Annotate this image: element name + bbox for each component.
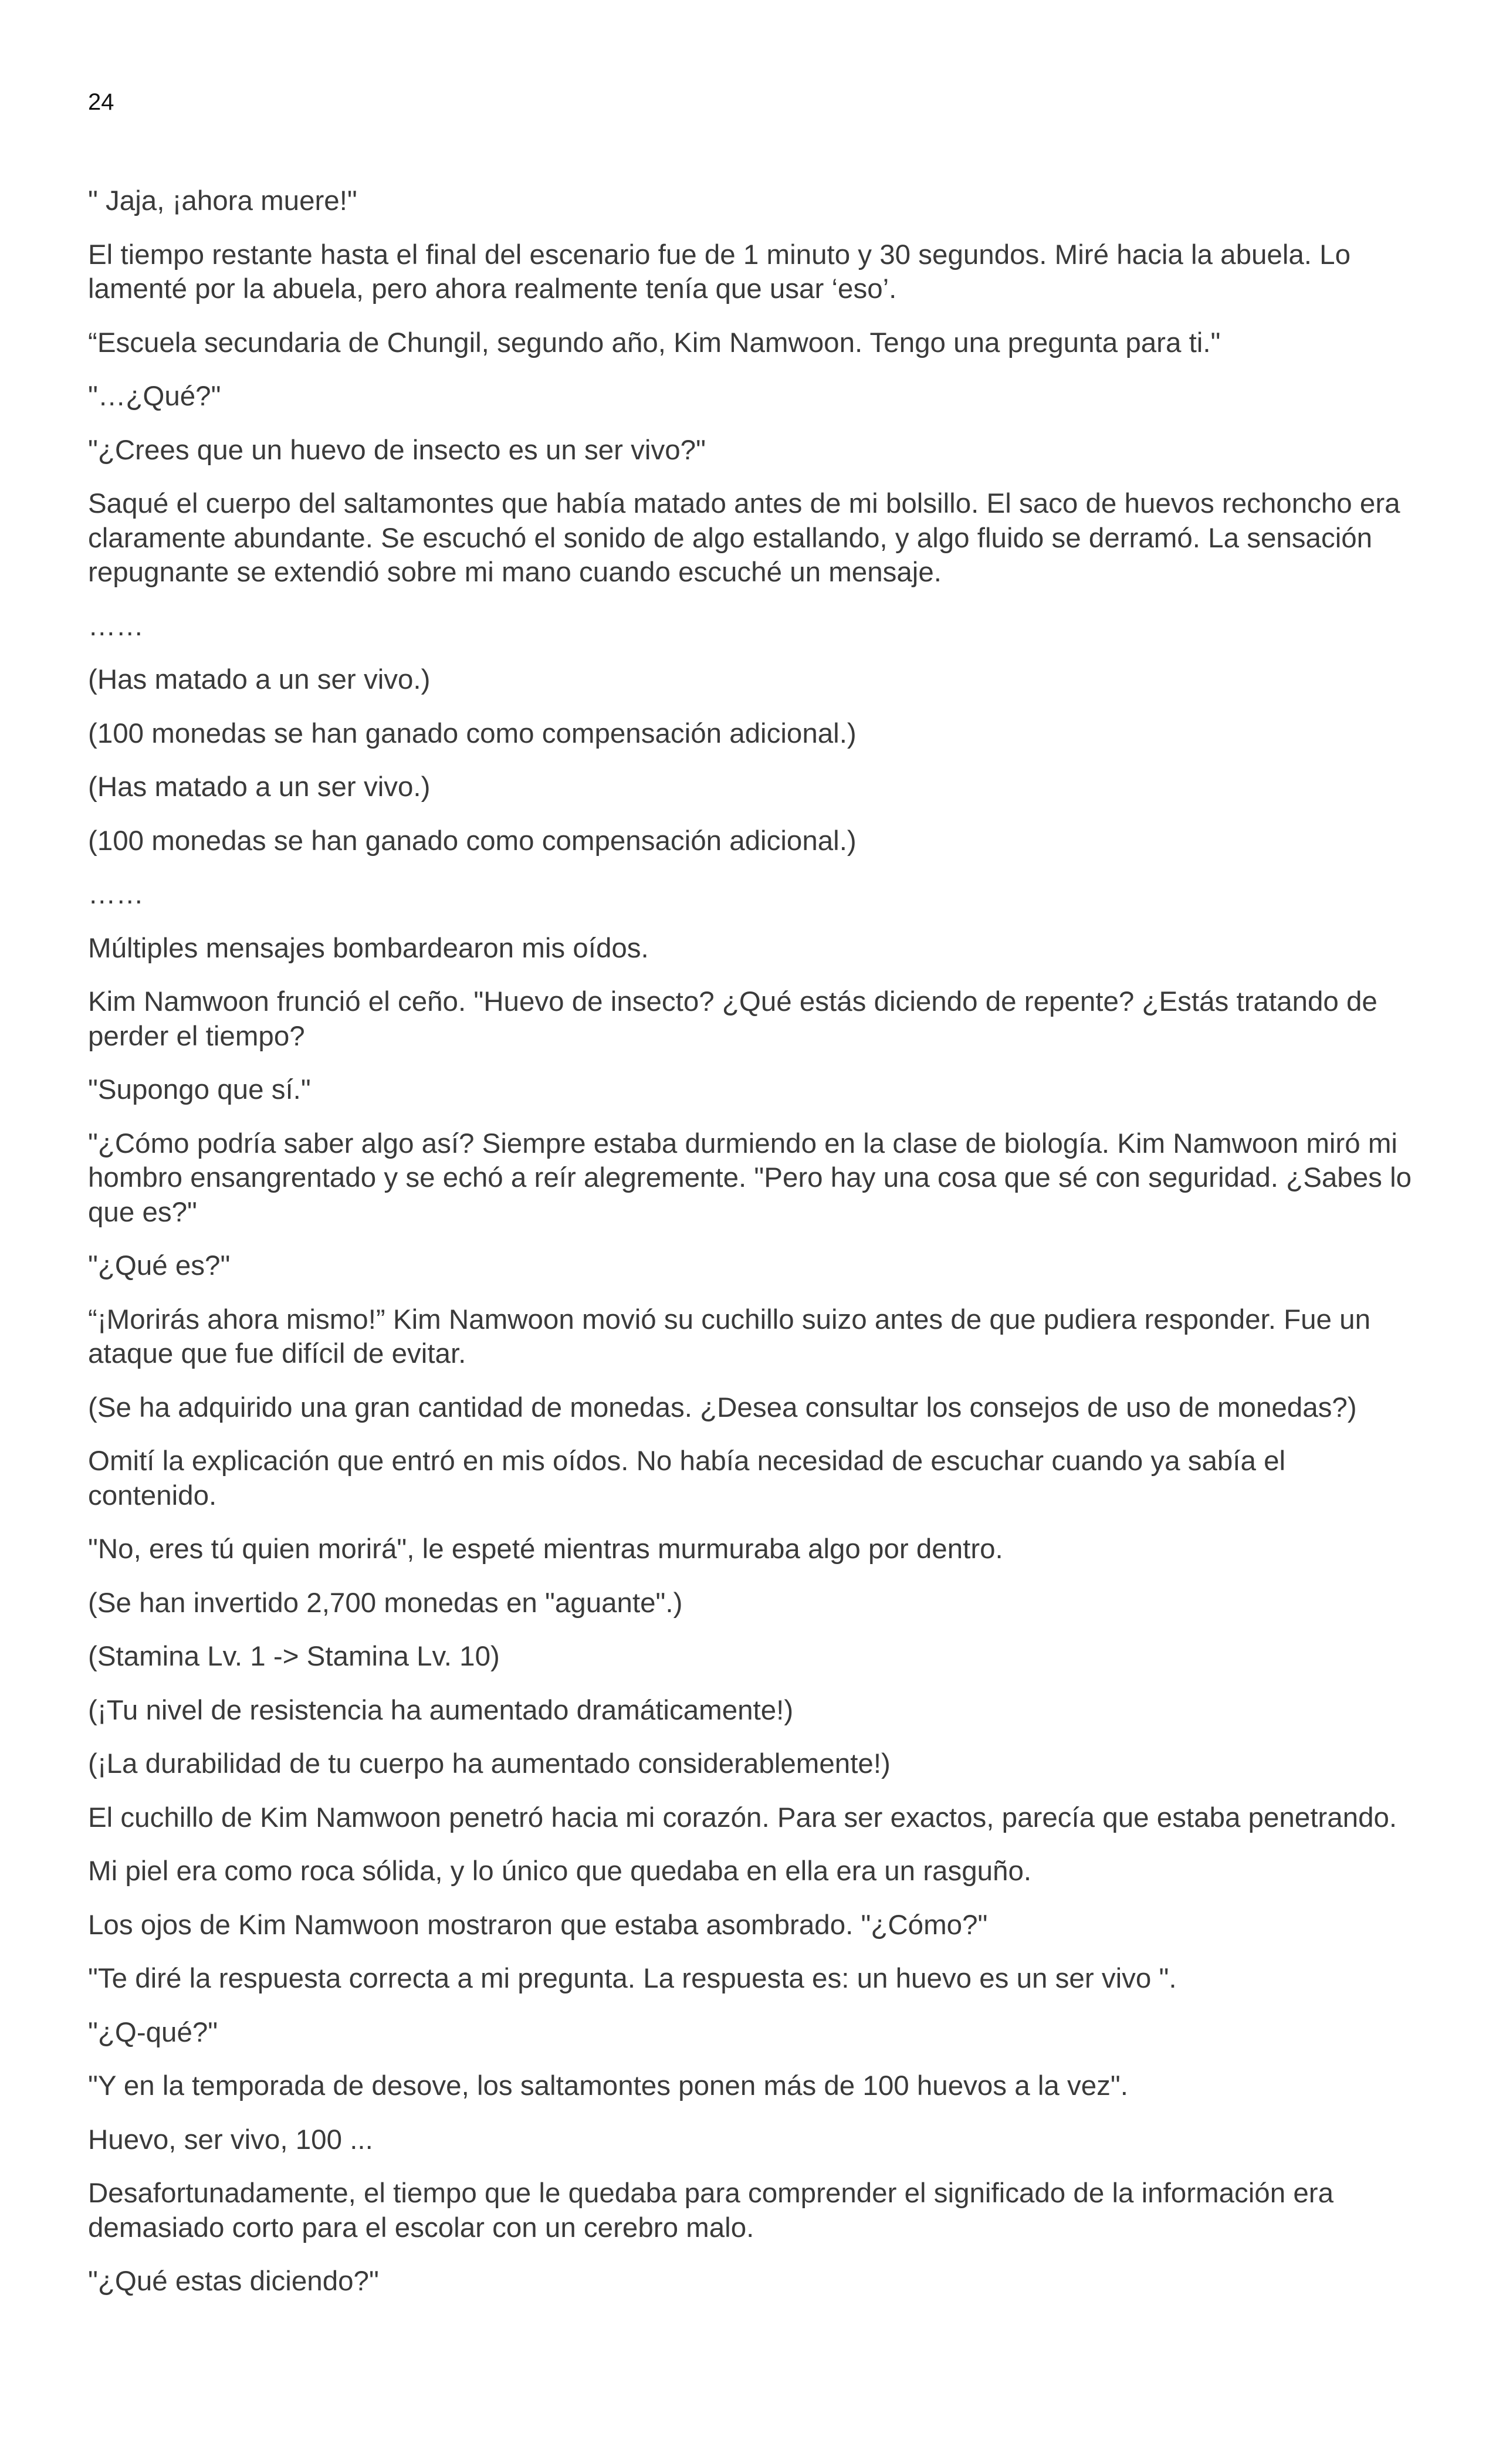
- paragraph: "¿Cómo podría saber algo así? Siempre estaba durmiendo en la clase de biología. Kim Namwoon miró mi hombro ensangrentado y se echó a reír alegremente. "Pero hay una cosa que sé con seguridad. ¿Sabes lo que es?": [88, 1128, 1412, 1228]
- paragraph: "…¿Qué?": [88, 381, 221, 412]
- page-number: 24: [88, 89, 114, 115]
- paragraph: Desafortunadamente, el tiempo que le quedaba para comprender el significado de la información era demasiado corto para el escolar con un cerebro malo.: [88, 2178, 1333, 2243]
- paragraph: Kim Namwoon frunció el ceño. "Huevo de insecto? ¿Qué estás diciendo de repente? ¿Estás tratando de perder el tiempo?: [88, 986, 1377, 1052]
- body-text: [88, 184, 1420, 2319]
- paragraph: "Supongo que sí.": [88, 1074, 311, 1105]
- paragraph: "No, eres tú quien morirá", le espeté mientras murmuraba algo por dentro.: [88, 1534, 1003, 1565]
- paragraph: ……: [88, 610, 144, 642]
- paragraph: (Se ha adquirido una gran cantidad de monedas. ¿Desea consultar los consejos de uso de monedas?): [88, 1392, 1357, 1423]
- paragraph: (100 monedas se han ganado como compensación adicional.): [88, 717, 857, 749]
- paragraph: Huevo, ser vivo, 100 ...: [88, 2124, 373, 2155]
- paragraph: Múltiples mensajes bombardearon mis oídos.: [88, 932, 649, 964]
- paragraph: (¡Tu nivel de resistencia ha aumentado dramáticamente!): [88, 1694, 794, 1726]
- paragraph: “¡Morirás ahora mismo!” Kim Namwoon movió su cuchillo suizo antes de que pudiera responder. Fue un ataque que fue difícil de evitar.: [88, 1304, 1370, 1369]
- paragraph: ……: [88, 879, 144, 910]
- paragraph: (Se han invertido 2,700 monedas en "aguante".): [88, 1587, 683, 1619]
- paragraph: Mi piel era como roca sólida, y lo único que quedaba en ella era un rasguño.: [88, 1856, 1032, 1887]
- paragraph: Omití la explicación que entró en mis oídos. No había necesidad de escuchar cuando ya sabía el contenido.: [88, 1446, 1286, 1511]
- paragraph: Saqué el cuerpo del saltamontes que había matado antes de mi bolsillo. El saco de huevos rechoncho era claramente abundante. Se escuchó el sonido de algo estallando, y algo fluido se derramó. La sensación repugnante se extendió sobre mi mano cuando escuché un mensaje.: [88, 488, 1400, 588]
- paragraph: "¿Crees que un huevo de insecto es un ser vivo?": [88, 434, 706, 466]
- paragraph: El tiempo restante hasta el final del escenario fue de 1 minuto y 30 segundos. Miré hacia la abuela. Lo lamenté por la abuela, pero ahora realmente tenía que usar ‘eso’.: [88, 239, 1351, 304]
- paragraph: "¿Qué es?": [88, 1250, 231, 1281]
- paragraph: Los ojos de Kim Namwoon mostraron que estaba asombrado. "¿Cómo?": [88, 1909, 988, 1941]
- paragraph: "¿Q-qué?": [88, 2016, 218, 2048]
- paragraph: (¡La durabilidad de tu cuerpo ha aumentado considerablemente!): [88, 1748, 891, 1779]
- paragraph: "Y en la temporada de desove, los saltamontes ponen más de 100 huevos a la vez".: [88, 2070, 1128, 2101]
- paragraph: (100 monedas se han ganado como compensación adicional.): [88, 825, 857, 857]
- paragraph: (Has matado a un ser vivo.): [88, 771, 431, 803]
- paragraph: " Jaja, ¡ahora muere!": [88, 185, 357, 216]
- paragraph: (Stamina Lv. 1 -> Stamina Lv. 10): [88, 1641, 500, 1672]
- paragraph: (Has matado a un ser vivo.): [88, 664, 431, 695]
- paragraph: “Escuela secundaria de Chungil, segundo año, Kim Namwoon. Tengo una pregunta para ti.": [88, 327, 1221, 358]
- paragraph: "¿Qué estas diciendo?": [88, 2266, 379, 2297]
- paragraph: "Te diré la respuesta correcta a mi pregunta. La respuesta es: un huevo es un ser vivo ".: [88, 1963, 1177, 1994]
- paragraph: El cuchillo de Kim Namwoon penetró hacia mi corazón. Para ser exactos, parecía que estaba penetrando.: [88, 1802, 1397, 1833]
